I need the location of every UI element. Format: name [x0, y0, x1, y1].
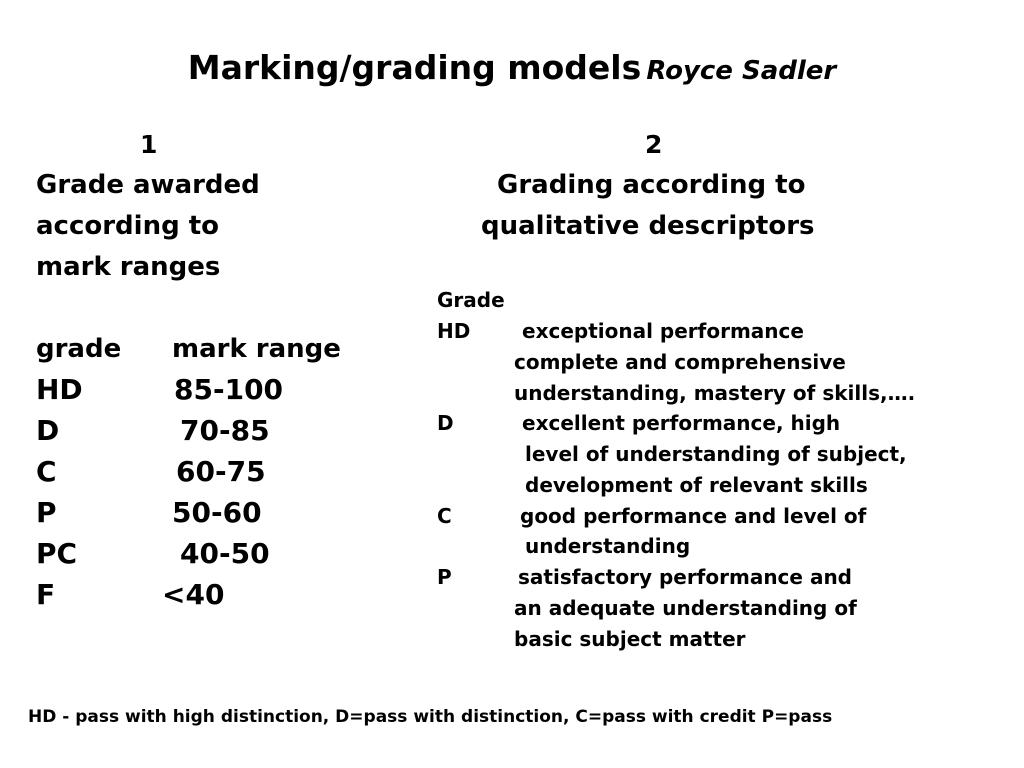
author-text: Royce Sadler: [646, 56, 837, 86]
range-cell: 60-75: [176, 455, 266, 488]
descriptor-grade: D: [437, 411, 454, 435]
descriptor-grade-label: Grade: [437, 288, 505, 312]
model2-heading-line: qualitative descriptors: [481, 211, 815, 241]
grade-cell: HD: [36, 373, 83, 406]
descriptor-grade: C: [437, 504, 452, 528]
grade-cell: D: [36, 414, 60, 447]
model1-heading-line: mark ranges: [36, 252, 221, 282]
descriptor-text: understanding, mastery of skills,….: [514, 381, 916, 405]
descriptor-text: understanding: [525, 534, 691, 558]
footnote: HD - pass with high distinction, D=pass with distinction, C=pass with credit P=pass: [28, 707, 833, 727]
table-header-mark-range: mark range: [172, 334, 341, 364]
grade-cell: F: [36, 578, 56, 611]
descriptor-text: an adequate understanding of: [514, 596, 857, 620]
descriptor-text: excellent performance, high: [522, 411, 841, 435]
range-cell: <40: [162, 578, 225, 611]
slide-title: [0, 48, 1024, 87]
model1-number: 1: [140, 130, 158, 159]
grade-cell: C: [36, 455, 57, 488]
title-text: Marking/grading models: [187, 48, 642, 87]
descriptor-grade: P: [437, 565, 452, 589]
grade-cell: P: [36, 496, 57, 529]
range-cell: 85-100: [174, 373, 284, 406]
range-cell: 50-60: [172, 496, 262, 529]
descriptor-text: complete and comprehensive: [514, 350, 846, 374]
model2-number: 2: [645, 130, 663, 159]
range-cell: 40-50: [180, 537, 270, 570]
table-header-grade: grade: [36, 334, 122, 364]
descriptor-text: development of relevant skills: [525, 473, 868, 497]
descriptor-text: good performance and level of: [520, 504, 867, 528]
descriptor-text: level of understanding of subject,: [525, 442, 907, 466]
model1-heading-line: Grade awarded: [36, 170, 260, 200]
descriptor-grade: HD: [437, 319, 471, 343]
descriptor-text: exceptional performance: [522, 319, 804, 343]
model2-heading-line: Grading according to: [497, 170, 806, 200]
model1-heading-line: according to: [36, 211, 220, 241]
range-cell: 70-85: [180, 414, 270, 447]
descriptor-text: basic subject matter: [514, 627, 746, 651]
descriptor-text: satisfactory performance and: [518, 565, 852, 589]
grade-cell: PC: [36, 537, 78, 570]
